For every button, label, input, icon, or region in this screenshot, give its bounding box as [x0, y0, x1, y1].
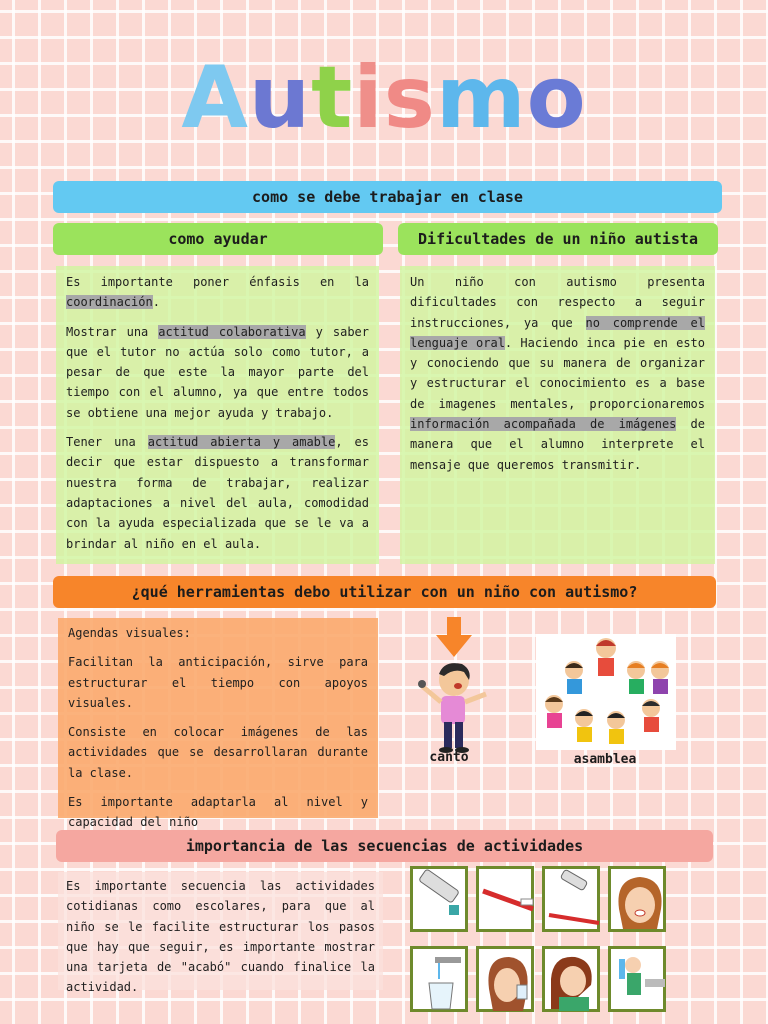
finish-sink-tile [608, 946, 666, 1012]
brushing-teeth-icon [611, 869, 669, 935]
section-banner-herramientas: ¿qué herramientas debo utilizar con un niño con autismo? [53, 576, 716, 608]
secuencias-panel [58, 872, 383, 995]
cup-water-tile [410, 946, 468, 1012]
text-segment: Tener una [66, 435, 148, 450]
title-letter: A [181, 48, 249, 148]
toothpaste-tube-tile [410, 866, 468, 932]
como-ayudar-paragraph [66, 322, 369, 423]
agendas-paragraph: Facilitan la anticipación, sirve para estructurar el tiempo con apoyos visuales. [68, 655, 368, 710]
agendas-visuales-panel [58, 618, 378, 830]
canto-caption: canto [429, 750, 469, 765]
highlight: actitud abierta y amable [147, 435, 336, 450]
como-ayudar-paragraph [66, 432, 369, 554]
canto-illustration [414, 660, 494, 754]
text-segment: Es importante poner énfasis en la [66, 275, 369, 289]
agendas-paragraph: Consiste en colocar imágenes de las actividades que se desarrollaran durante la clase. [68, 725, 368, 780]
text-segment: Un niño con autismo presenta dificultades con respecto a seguir instrucciones, ya que [410, 275, 705, 330]
title-letter: u [248, 48, 312, 148]
title-letter: o [526, 48, 587, 148]
water-cup-icon [413, 949, 471, 1015]
section-banner-trabajar: como se debe trabajar en clase [53, 181, 722, 213]
page-title [0, 48, 768, 148]
dificultades-panel [400, 266, 715, 564]
rinse-mouth-icon [479, 949, 537, 1015]
toothbrush-icon [479, 869, 537, 935]
como-ayudar-paragraph [66, 272, 369, 313]
secuencias-text: Es importante secuencia las actividades cotidianas como escolares, para que al niño se le facilite estructurar los pasos que hay que seguir, es importante mostrar una tarjeta de "acabó" cuando finalice la actividad. [66, 879, 375, 995]
rinse-mouth-tile [476, 946, 534, 1012]
como-ayudar-panel [56, 266, 379, 564]
dificultades-paragraph [410, 272, 705, 475]
title-letter: m [435, 48, 527, 148]
apply-paste-tile [542, 866, 600, 932]
text-segment: . Haciendo inca pie en esto y conociendo que su manera de organizar y estructurar el conocimiento es a base de imagenes mentales, proporcionaremos [410, 335, 705, 411]
apply-toothpaste-icon [545, 869, 603, 935]
text-segment: Mostrar una [66, 324, 159, 339]
title-letter: i [353, 48, 384, 148]
toothpaste-icon [413, 869, 471, 935]
sink-icon [611, 949, 669, 1015]
highlight: no comprende el lenguaje oral [410, 315, 705, 350]
asamblea-illustration [536, 634, 676, 750]
highlight: actitud colaborativa [158, 324, 306, 339]
asamblea-caption: asamblea [573, 752, 637, 767]
title-letter: t [311, 48, 354, 148]
title-letter: s [383, 48, 436, 148]
brushing-teeth-tile [608, 866, 666, 932]
section-banner-secuencias: importancia de las secuencias de actividades [56, 830, 713, 862]
text-segment: . [152, 295, 160, 310]
down-arrow-icon [436, 617, 472, 657]
text-segment: y saber que el tutor no actúa solo como tutor, a pesar de que este la mayor parte del tiempo con el alumno, ya que entre todos se obtiene una mejor ayuda y trabajo. [66, 324, 369, 420]
spit-icon [545, 949, 603, 1015]
header-dificultades: Dificultades de un niño autista [398, 223, 718, 255]
highlight: información acompañada de imágenes [410, 417, 677, 432]
text-segment: de manera que el alumno interprete el mensaje que queremos transmitir. [410, 417, 705, 472]
header-como-ayudar: como ayudar [53, 223, 383, 255]
agendas-paragraph: Es importante adaptarla al nivel y capacidad del niño [68, 795, 368, 830]
spit-tile [542, 946, 600, 1012]
agendas-paragraph: Agendas visuales: [68, 626, 191, 640]
toothbrush-tile [476, 866, 534, 932]
highlight: coordinación [66, 295, 153, 310]
text-segment: , es decir que estar dispuesto a transformar nuestra forma de trabajar, realizar adaptaciones a nivel del aula, comodidad con la ayuda especializada que se le va a brindar al niño en el aula. [66, 435, 369, 551]
